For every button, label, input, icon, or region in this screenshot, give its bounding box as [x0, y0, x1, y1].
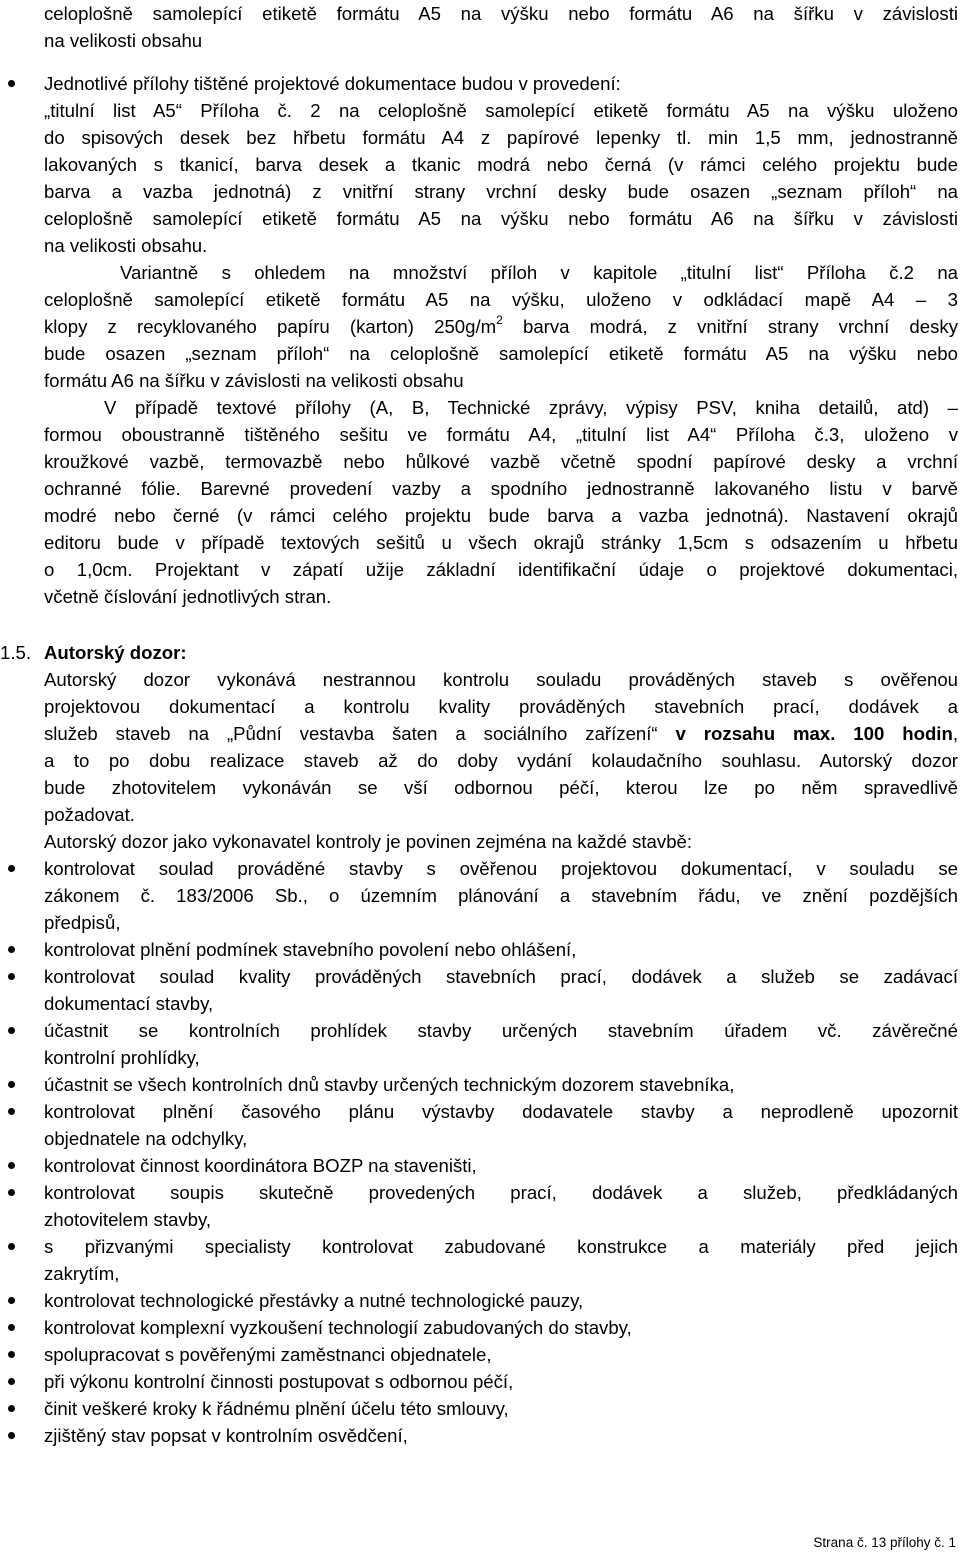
text-line: Jednotlivé přílohy tištěné projektové dokumentace budou v provedení:	[44, 73, 621, 94]
superscript: 2	[496, 312, 503, 327]
list-item	[44, 1179, 958, 1233]
section-number: 1.5.	[0, 642, 32, 663]
list-item-line: kontrolovat plnění časového plánu výstavby dodavatele stavby a neprodleně upozornit	[44, 1101, 958, 1122]
list-item-line: zhotovitelem stavby,	[44, 1209, 212, 1230]
list-item	[44, 1017, 958, 1071]
list-item-line: kontrolovat soulad kvality prováděných stavebních prací, dodávek a služeb se zadávací	[44, 966, 958, 987]
text-line: celoplošně samolepící etiketě formátu A5 na výšku, uloženo v odkládací mapě A4 – 3	[44, 289, 958, 310]
list-item-line: kontrolovat komplexní vyzkoušení technologií zabudovaných do stavby,	[44, 1317, 632, 1338]
text-line: požadovat.	[44, 804, 135, 825]
text-line: do spisových desek bez hřbetu formátu A4 z papírové lepenky tl. min 1,5 mm, jednostranně	[44, 127, 958, 148]
top-paragraph	[44, 0, 958, 54]
list-item-line: kontrolovat plnění podmínek stavebního povolení nebo ohlášení,	[44, 939, 577, 960]
text-fragment: služeb staveb na „Půdní vestavba šaten a sociálního zařízení“	[44, 723, 676, 744]
text-line: na velikosti obsahu	[44, 30, 203, 51]
list-item	[44, 963, 958, 1017]
list-item	[44, 1422, 958, 1449]
text-fragment: barva modrá, z vnitřní strany vrchní desky	[502, 316, 959, 337]
text-line: V případě textové přílohy (A, B, Technické zprávy, výpisy PSV, kniha detailů, atd) –	[104, 397, 958, 418]
bullet-icon	[8, 1297, 15, 1304]
list-item-line: účastnit se kontrolních prohlídek stavby určených stavebním úřadem vč. závěrečné	[44, 1020, 958, 1041]
list-item	[44, 1368, 958, 1395]
text-line: celoplošně samolepící etiketě formátu A5 na výšku nebo formátu A6 na šířku v závislosti	[44, 208, 958, 229]
list-item	[44, 1071, 958, 1098]
list-item	[44, 1341, 958, 1368]
text-fragment: klopy z recyklovaného papíru (karton) 250g/m	[44, 316, 497, 337]
list-item-line: s přizvanými specialisty kontrolovat zabudované konstrukce a materiály před jejich	[44, 1236, 958, 1257]
section-paragraph	[44, 666, 958, 828]
list-item-line: kontrolovat činnost koordinátora BOZP na staveništi,	[44, 1155, 477, 1176]
list-item	[44, 1287, 958, 1314]
text-line: bude osazen „seznam příloh“ na celoplošně samolepící etiketě formátu A5 na výšku nebo	[44, 343, 958, 364]
bullet-icon	[8, 1162, 15, 1169]
list-item-line: zákonem č. 183/2006 Sb., o územním plánování a stavebním řádu, ve znění pozdějších	[44, 885, 958, 906]
text-line: kroužkové vazbě, termovazbě nebo hůlkové vazbě včetně spodní papírové desky a vrchní	[44, 451, 958, 472]
bold-fragment: v rozsahu max. 100 hodin	[675, 723, 953, 744]
list-item-line: objednatele na odchylky,	[44, 1128, 248, 1149]
list-item-line: předpisů,	[44, 912, 121, 933]
list-item	[44, 1314, 958, 1341]
text-line: lakovaných s tkanicí, barva desek a tkanic modrá nebo černá (v rámci celého projektu bude	[44, 154, 958, 175]
text-line: modré nebo černé (v rámci celého projektu bude barva a vazba jednotná). Nastavení okrajů	[44, 505, 958, 526]
list-item	[44, 1233, 958, 1287]
text-line: Variantně s ohledem na množství příloh v kapitole „titulní list“ Příloha č.2 na	[120, 262, 958, 283]
list-item	[44, 1395, 958, 1422]
list-item-line: dokumentací stavby,	[44, 993, 214, 1014]
text-line: barva a vazba jednotná) z vnitřní strany vrchní desky bude osazen „seznam příloh“ na	[44, 181, 958, 202]
bullet-icon	[8, 1189, 15, 1196]
bullet-icon	[8, 1324, 15, 1331]
intro-bullet-paragraph	[44, 70, 958, 610]
text-line: formou oboustranně tištěného sešitu ve formátu A4, „titulní list A4“ Příloha č.3, uloženo v	[44, 424, 958, 445]
text-line: projektovou dokumentací a kontrolu kvality prováděných stavebních prací, dodávek a	[44, 696, 958, 717]
text-line	[44, 313, 958, 340]
list-item-line: kontrolní prohlídky,	[44, 1047, 200, 1068]
text-fragment: ,	[952, 723, 959, 744]
bullet-icon	[8, 1108, 15, 1115]
text-line: formátu A6 na šířku v závislosti na velikosti obsahu	[44, 370, 464, 391]
text-line: a to po dobu realizace staveb až do doby vydání kolaudačního souhlasu. Autorský dozor	[44, 750, 958, 771]
bullet-icon	[8, 865, 15, 872]
text-line: o 1,0cm. Projektant v zápatí užije základní identifikační údaje o projektové dokumentaci,	[44, 559, 958, 580]
bullet-icon	[8, 80, 15, 87]
bullet-icon	[8, 1081, 15, 1088]
list-item-line: kontrolovat soulad prováděné stavby s ověřenou projektovou dokumentací, v souladu se	[44, 858, 958, 879]
list-item	[44, 1098, 958, 1152]
list-item-line: zakrytím,	[44, 1263, 120, 1284]
list-item-line: účastnit se všech kontrolních dnů stavby určených technickým dozorem stavebníka,	[44, 1074, 735, 1095]
list-item	[44, 1152, 958, 1179]
bullet-icon	[8, 1378, 15, 1385]
list-item-line: kontrolovat technologické přestávky a nutné technologické pauzy,	[44, 1290, 584, 1311]
text-line: Autorský dozor vykonává nestrannou kontrolu souladu prováděných staveb s ověřenou	[44, 669, 958, 690]
bullet-icon	[8, 1351, 15, 1358]
bullet-icon	[8, 946, 15, 953]
list-item	[44, 855, 958, 936]
list-item-line: spolupracovat s pověřenými zaměstnanci objednatele,	[44, 1344, 492, 1365]
text-line: ochranné fólie. Barevné provedení vazby a spodního jednostranně lakovaného listu v barvě	[44, 478, 958, 499]
text-line: celoplošně samolepící etiketě formátu A5 na výšku nebo formátu A6 na šířku v závislosti	[44, 3, 958, 24]
list-item-line: kontrolovat soupis skutečně provedených prací, dodávek a služeb, předkládaných	[44, 1182, 958, 1203]
bullet-icon	[8, 973, 15, 980]
section-heading	[0, 639, 187, 666]
bullet-icon	[8, 1432, 15, 1439]
bullet-icon	[8, 1243, 15, 1250]
text-line: „titulní list A5“ Příloha č. 2 na celoplošně samolepící etiketě formátu A5 na výšku uloženo	[44, 100, 958, 121]
list-item	[44, 936, 958, 963]
section-paragraph	[44, 828, 958, 855]
text-line: editoru bude v případě textových sešitů u všech okrajů stránky 1,5cm s odsazením u hřbetu	[44, 532, 958, 553]
bullet-icon	[8, 1405, 15, 1412]
text-line	[44, 720, 958, 747]
list-item-line: při výkonu kontrolní činnosti postupovat s odbornou péčí,	[44, 1371, 514, 1392]
text-line: na velikosti obsahu.	[44, 235, 208, 256]
list-item-line: činit veškeré kroky k řádnému plnění účelu této smlouvy,	[44, 1398, 509, 1419]
list-item-line: zjištěný stav popsat v kontrolním osvědčení,	[44, 1425, 408, 1446]
page-footer: Strana č. 13 přílohy č. 1	[813, 1535, 956, 1550]
section-title: Autorský dozor:	[44, 642, 187, 663]
text-line: včetně číslování jednotlivých stran.	[44, 586, 332, 607]
text-line: bude zhotovitelem vykonáván se vší odbornou péčí, kterou lze po něm spravedlivě	[44, 777, 958, 798]
text-line: Autorský dozor jako vykonavatel kontroly je povinen zejména na každé stavbě:	[44, 831, 693, 852]
bullet-icon	[8, 1027, 15, 1034]
